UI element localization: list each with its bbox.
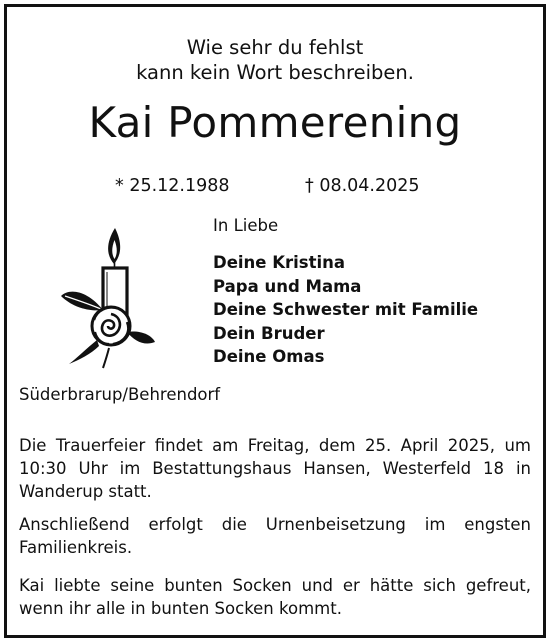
funeral-info-paragraph: Die Trauerfeier findet am Freitag, dem 25. April 2025, um 10:30 Uhr im Bestattungshaus Hansen, Westerfeld 18 in Wanderup statt. (19, 436, 531, 501)
candle-with-rose-icon (47, 222, 157, 372)
mourners-list (213, 251, 478, 369)
place-of-residence: Süderbrarup/Behrendorf (19, 385, 221, 404)
mourner-item: Deine Kristina (213, 253, 346, 272)
mourner-item: Dein Bruder (213, 323, 325, 343)
burial-info-paragraph: Anschließend erfolgt die Urnenbeisetzung im engsten Familienkreis. (19, 515, 531, 557)
obituary-notice (4, 4, 546, 638)
mourner-item: Deine Omas (213, 347, 325, 366)
death-date: † 08.04.2025 (305, 176, 420, 196)
memorial-quote (7, 35, 543, 85)
deceased-name: Kai Pommerening (88, 98, 462, 147)
mourner-item: Papa und Mama (213, 276, 362, 296)
socks-request-paragraph: Kai liebte seine bunten Socken und er hätte sich gefreut, wenn ihr alle in bunten Socken kommt. (19, 576, 531, 618)
quote-line-2: kann kein Wort beschreiben. (136, 61, 414, 84)
mourner-item: Deine Schwester mit Familie (213, 300, 479, 319)
birth-date: * 25.12.1988 (115, 176, 230, 196)
quote-line-1: Wie sehr du fehlst (186, 36, 364, 59)
in-love-label: In Liebe (213, 216, 279, 235)
